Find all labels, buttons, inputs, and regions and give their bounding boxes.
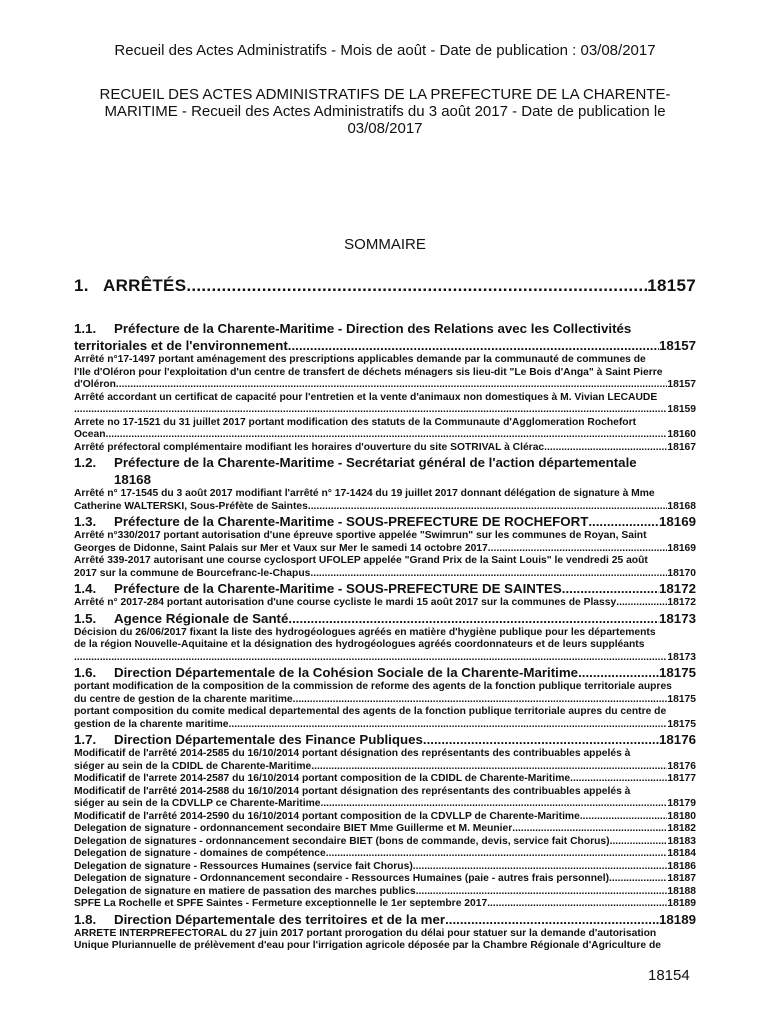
section-title: 18168 [114, 472, 151, 487]
toc-entry[interactable] [74, 442, 696, 455]
section-page: 18189 [659, 911, 696, 927]
section-page: 18169 [659, 514, 696, 529]
entry-text: SPFE La Rochelle et SPFE Saintes - Fermeture exceptionnelle le 1er septembre 2017 [74, 898, 488, 909]
title-line: RECUEIL DES ACTES ADMINISTRATIFS DE LA PREFECTURE DE LA CHARENTE- [99, 86, 671, 103]
entry-page: 18167 [667, 441, 696, 453]
toc-entry[interactable] [74, 928, 696, 953]
entry-line: Décision du 26/06/2017 fixant la liste des hydrogéologues agréés en matière d'hygiène publique pour les départements [74, 626, 656, 638]
entry-page: 18168 [667, 500, 696, 512]
toc-entry[interactable] [74, 748, 696, 773]
entry-last-line [74, 886, 696, 899]
section-title-line [74, 731, 696, 748]
dot-leader [610, 836, 668, 849]
dot-leader [445, 911, 659, 928]
toc-entry[interactable] [74, 886, 696, 899]
entry-text: Georges de Didonne, Saint Palais sur Mer et Vaux sur Mer le samedi 14 octobre 2017 [74, 542, 488, 554]
dot-leader [487, 898, 667, 911]
toc-section[interactable] [74, 610, 696, 665]
entry-last-line [74, 404, 696, 417]
toc-entry[interactable] [74, 898, 696, 911]
entry-line: l'Ile d'Oléron pour l'exploitation d'un centre de transfert de déchets ménagers sis lieu-dit "Le Bois d'Anga" à Saint Pierre [74, 366, 663, 378]
entry-text: siéger au sein de la CDIDL de Charente-Maritime [74, 760, 312, 772]
dot-leader [423, 731, 659, 748]
entry-text: Delegation de signature - Ordonnancement secondaire - Ressources Humaines (paie - autres frais personnel) [74, 873, 610, 884]
section-title-line [74, 320, 696, 337]
entry-last-line [74, 811, 696, 824]
section-title: Direction Départementale des territoires et de la mer [114, 911, 446, 927]
section-page: 18173 [659, 610, 696, 626]
entry-line: Arrêté n°17-1497 portant aménagement des prescriptions applicables demande par la communauté de communes de [74, 354, 646, 365]
entry-page: 18182 [667, 823, 696, 834]
page-header: Recueil des Actes Administratifs - Mois de août - Date de publication : 03/08/2017 [114, 42, 656, 59]
entry-last-line [74, 501, 696, 514]
entry-line: Arrêté 339-2017 autorisant une course cyclosport UFOLEP appelée "Grand Prix de la Saint Louis" le vendredi 25 août [74, 555, 648, 566]
entry-page: 18176 [667, 760, 696, 772]
entry-text: siéger au sein de la CDVLLP ce Charente-Maritime [74, 798, 321, 809]
entry-page: 18172 [667, 597, 696, 608]
section-number: 1.4. [74, 581, 97, 596]
section-title: territoriales et de l'environnement [74, 338, 288, 353]
section-page: 18176 [659, 732, 696, 747]
entry-last-line [74, 823, 696, 836]
toc-entry[interactable] [74, 597, 696, 610]
chapter-title: ARRÊTÉS [103, 276, 187, 295]
section-title-line [74, 454, 696, 471]
toc-section[interactable] [74, 513, 696, 580]
entry-page: 18183 [667, 835, 696, 847]
entry-page: 18160 [667, 429, 696, 440]
toc-section[interactable] [74, 580, 696, 610]
dot-leader [413, 861, 668, 874]
toc-section[interactable] [74, 731, 696, 911]
toc-section[interactable] [74, 664, 696, 731]
toc-entry[interactable] [74, 488, 696, 513]
entry-text: du centre de gestion de la charente maritime [74, 693, 293, 705]
entry-last-line [74, 652, 696, 665]
entry-last-line [74, 694, 696, 707]
section-number: 1.8. [74, 911, 97, 927]
dot-leader [116, 379, 667, 392]
title-line: MARITIME - Recueil des Actes Administratifs du 3 août 2017 - Date de publication le [104, 103, 666, 120]
entry-page: 18159 [667, 404, 696, 415]
section-number: 1.5. [74, 610, 97, 626]
dot-leader [310, 568, 667, 581]
title-line: 03/08/2017 [347, 120, 423, 137]
section-page: 18175 [659, 665, 696, 680]
entry-text: Delegation de signature - Ressources Humaines (service fait Chorus) [74, 860, 413, 872]
entry-page: 18188 [667, 885, 696, 897]
toc-entry[interactable] [74, 627, 696, 665]
section-number: 1.3. [74, 514, 97, 529]
entry-line: Arrete no 17-1521 du 31 juillet 2017 portant modification des statuts de la Communaute d'Agglomeration Rochefort [74, 416, 637, 428]
entry-last-line [74, 429, 696, 442]
dot-leader [320, 798, 667, 811]
entry-last-line [74, 848, 696, 861]
dot-leader [311, 761, 667, 774]
entry-text: Arrêté n° 2017-284 portant autorisation d'une course cycliste le mardi 15 août 2017 sur la communes de Plassy [74, 597, 617, 608]
chapter-number: 1. [74, 276, 89, 295]
entry-line: Unique Pluriannuelle de prélèvement d'eau pour l'irrigation agricole déposée par la Chambre Régionale d'Agriculture de [74, 940, 661, 951]
entry-line: ARRETE INTERPREFECTORAL du 27 juin 2017 portant prorogation du délai pour statuer sur la demande d'autorisation [74, 927, 657, 939]
section-title: Préfecture de la Charente-Maritime - SOUS-PREFECTURE DE ROCHEFORT [114, 514, 589, 529]
entry-last-line [74, 442, 696, 455]
section-title: Agence Régionale de Santé [114, 610, 289, 626]
toc-section[interactable] [74, 911, 696, 953]
entry-page: 18169 [667, 542, 696, 554]
toc-entry[interactable] [74, 354, 696, 392]
dot-leader [229, 719, 668, 732]
dot-leader [580, 811, 668, 824]
section-title-line [74, 471, 696, 488]
section-title-line [74, 610, 696, 627]
entry-line: Arrêté accordant un certificat de capacité pour l'entretien et la vente d'animaux non domestiques à M. Vivian LECAUDE [74, 391, 658, 403]
entry-page: 18175 [667, 693, 696, 705]
dot-leader [326, 848, 668, 861]
section-number: 1.2. [74, 455, 97, 470]
entry-last-line [74, 597, 696, 610]
toc-entry[interactable] [74, 417, 696, 442]
entry-last-line [74, 873, 696, 886]
dot-leader [488, 543, 668, 556]
dot-leader [570, 773, 667, 786]
section-title-line [74, 911, 696, 928]
toc-entry[interactable] [74, 392, 696, 417]
dot-leader [288, 337, 659, 354]
section-page: 18157 [659, 338, 696, 353]
section-title: Préfecture de la Charente-Maritime - Secrétariat général de l'action départementale [114, 455, 637, 470]
entry-text: d'Oléron [74, 379, 116, 390]
page-number: 18154 [648, 967, 690, 984]
entry-line: Arrêté n° 17-1545 du 3 août 2017 modifiant l'arrêté n° 17-1424 du 19 juillet 2017 donnant délégation de signature à Mme [74, 488, 655, 499]
entry-last-line [74, 543, 696, 556]
entry-line: portant composition du comite medical departemental des agents de la fonction publique territoriale aupres du centre de [74, 706, 667, 717]
entry-page: 18175 [667, 718, 696, 730]
toc-entry[interactable] [74, 786, 696, 811]
entry-last-line [74, 761, 696, 774]
toc-section[interactable] [74, 454, 696, 513]
section-title: Direction Départementale de la Cohésion Sociale de la Charente-Maritime [114, 665, 579, 680]
entry-text: Modificatif de l'arrete 2014-2587 du 16/10/2014 portant composition de la CDIDL de Charente-Maritime [74, 773, 571, 784]
entry-line: portant modification de la composition de la commission de reforme des agents de la fonction publique territoriale aupres [74, 681, 672, 692]
entry-last-line [74, 898, 696, 911]
entry-page: 18189 [667, 898, 696, 909]
entry-last-line [74, 379, 696, 392]
entry-page: 18177 [667, 773, 696, 784]
toc-chapter[interactable] [74, 276, 696, 302]
table-of-contents [74, 276, 696, 953]
entry-text: Delegation de signatures - ordonnancement secondaire BIET (bons de commande, devis, service fait Chorus) [74, 835, 610, 847]
toc-entry[interactable] [74, 836, 696, 849]
toc-entry[interactable] [74, 530, 696, 555]
section-title: Préfecture de la Charente-Maritime - Direction des Relations avec les Collectivités [114, 321, 632, 336]
section-number: 1.1. [74, 321, 97, 336]
toc-entry[interactable] [74, 706, 696, 731]
dot-leader [74, 652, 667, 665]
dot-leader [562, 580, 659, 597]
section-title-line [74, 580, 696, 597]
chapter-page: 18157 [647, 276, 696, 295]
sommaire-heading: SOMMAIRE [344, 236, 426, 253]
dot-leader [609, 873, 667, 886]
entry-line: Arrêté n°330/2017 portant autorisation d'une épreuve sportive appelée "Swimrun" sur les communes de Royan, Saint [74, 530, 647, 541]
dot-leader [416, 886, 668, 899]
section-number: 1.7. [74, 732, 97, 747]
entry-text: Modificatif de l'arrêté 2014-2590 du 16/10/2014 portant composition de la CDVLLP de Charente-Maritime [74, 810, 580, 822]
section-title-line [74, 664, 696, 681]
entry-page: 18180 [667, 810, 696, 822]
toc-entry[interactable] [74, 681, 696, 706]
dot-leader [288, 610, 659, 627]
entry-page: 18157 [667, 379, 696, 390]
entry-text: Delegation de signature en matiere de passation des marches publics [74, 885, 416, 897]
dot-leader [588, 513, 659, 530]
entry-line: Modificatif de l'arrêté 2014-2588 du 16/10/2014 portant désignation des représentants des contribuables appelés à [74, 785, 631, 797]
dot-leader [578, 664, 659, 681]
dot-leader [74, 404, 667, 417]
entry-text: Ocean [74, 429, 106, 440]
toc-entry[interactable] [74, 823, 696, 836]
toc-entry[interactable] [74, 873, 696, 886]
toc-entry[interactable] [74, 555, 696, 580]
dot-leader [293, 694, 668, 707]
entry-text: Arrêté préfectoral complémentaire modifiant les horaires d'ouverture du site SOTRIVAL à Clérac [74, 441, 545, 453]
toc-entry[interactable] [74, 773, 696, 786]
entry-text: gestion de la charente maritime [74, 718, 229, 730]
dot-leader [544, 442, 667, 455]
section-title-line [74, 513, 696, 530]
toc-entry[interactable] [74, 811, 696, 824]
toc-entry[interactable] [74, 861, 696, 874]
entry-line: Modificatif de l'arrêté 2014-2585 du 16/10/2014 portant désignation des représentants des contribuables appelés à [74, 748, 631, 759]
entry-last-line [74, 719, 696, 732]
section-title: Direction Départementale des Finance Publiques [114, 732, 423, 747]
dot-leader [186, 276, 647, 296]
entry-last-line [74, 773, 696, 786]
entry-line: de la région Nouvelle-Aquitaine et la désignation des hydrogéologues agréés coordonnateurs et de leurs suppléants [74, 639, 645, 650]
dot-leader [105, 429, 667, 442]
entry-last-line [74, 836, 696, 849]
dot-leader [308, 501, 668, 514]
document-title [82, 86, 688, 137]
entry-text: 2017 sur la commune de Bourcefranc-le-Chapus [74, 567, 311, 579]
entry-text: Delegation de signature - ordonnancement secondaire BIET Mme Guillerme et M. Meunier [74, 823, 513, 834]
toc-entry[interactable] [74, 848, 696, 861]
dot-leader [616, 597, 667, 610]
entry-page: 18186 [667, 860, 696, 872]
entry-last-line [74, 861, 696, 874]
toc-section[interactable] [74, 320, 696, 454]
entry-page: 18179 [667, 798, 696, 809]
section-page: 18172 [659, 581, 696, 596]
section-title-line [74, 337, 696, 354]
section-number: 1.6. [74, 665, 97, 680]
entry-page: 18187 [667, 873, 696, 884]
entry-page: 18184 [667, 848, 696, 859]
dot-leader [512, 823, 667, 836]
entry-last-line [74, 568, 696, 581]
entry-text: Catherine WALTERSKI, Sous-Préfète de Saintes [74, 500, 308, 512]
entry-last-line [74, 798, 696, 811]
entry-page: 18170 [667, 567, 696, 579]
entry-page: 18173 [667, 651, 696, 663]
section-title: Préfecture de la Charente-Maritime - SOUS-PREFECTURE DE SAINTES [114, 581, 562, 596]
entry-text: Delegation de signature - domaines de compétence [74, 848, 326, 859]
